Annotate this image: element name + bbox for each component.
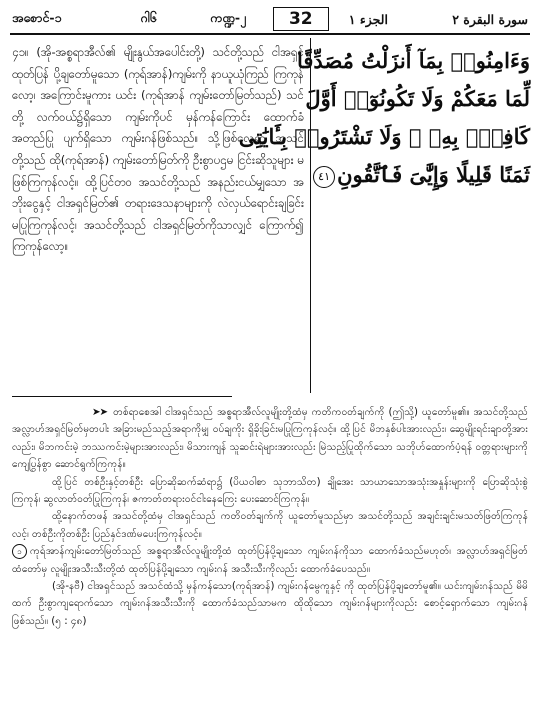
header-surah: سورة البقرة ٢ [452, 11, 528, 27]
page-header [12, 6, 528, 32]
header-page-local: ဂါ၆ [140, 9, 157, 25]
page-number: 32 [273, 7, 329, 31]
header-chapter-label: ကဏ္ဍ-၂ [210, 9, 247, 25]
footnote-3: ထို့နောက်တဖန် အသင်တို့ထံမှ ငါအရှင်သည် ကတိဝတ်ချက်ကို ယူတော်မူသည်မှာ အသင်တို့သည် အချင်းချင်းမသတ်ဖြတ်ကြကုန်လင့်၊ တစ်ဦးကိုတစ်ဦး ပြည်နှင်ဒဏ်မပေးကြကုန်လင့်။ [12, 511, 528, 540]
footnote-1 [12, 404, 528, 474]
arabic-line-4 [318, 156, 530, 194]
ayah-number-marker: ٤١ [313, 166, 335, 188]
arabic-verse-column [238, 42, 530, 194]
header-rule [10, 33, 530, 35]
footnote-5: (အို-နဗီ) ငါအရှင်သည် အသင်ထံသို့ မှန်ကန်သော(ကုရ်အာန်) ကျမ်းဂန်မွေကူနှင့် ကို ထုတ်ပြန်ပို့ချတော်မူ၏။ ယင်းကျမ်းဂန်သည် မိမိထက် ဦးစွာကျရောက်သော ကျမ်းဂန်အသီးသီးကို ထောက်ခံသည်သာမက ထိုထိုသော ကျမ်းဂန်များကိုလည်း စောင့်ရှောက်သော ကျမ်းဂန်ဖြစ်သည်။ (၅ : ၄၈) [12, 581, 528, 627]
footnotes-section [12, 404, 528, 630]
header-section-label: အစောင်-၁ [12, 9, 62, 25]
arabic-line-4-text: ثَمَنًا قَلِيلًا وَإِيَّٰىَ فَٱتَّقُونِ [337, 162, 530, 187]
footnote-1-text: တစ်ရာစေအါ ငါအရှင်သည် အစ္စရာအီလ်လူမျိုးတို့ထံမှ ကတိကဝတ်ချက်ကို (ဤသို့) ယူတော်မူ၏။ အသင်တို့သည် အလ္လာဟ်အရှင်မြတ်မှတပါး အခြားမည်သည့်အရာကိုမျှ ဝပ်ချကိုး ရှိခိုးခြင်းမပြုကြကုန်လင့်။ ထို့ပြင် မိဘနှစ်ပါးအားလည်း၊ ဆွေမျိုးရင်းချာတို့အားလည်း၊ မိဘကင်းမဲ့ ဘဿကင်းမဲ့များအားလည်း၊ မိသားကျန် သူဆင်းရဲများအားလည်း မြဲသည့်ပြုထိုက်သော သဘိုဟ်ထောက်ပံ့ရန် ဝတ္တရားများကို ကျေပြွန်စွာ ဆောင်ရွက်ကြကုန်။ [12, 407, 528, 471]
header-juz: الجزء ١ [348, 11, 388, 27]
arabic-line-2: لِّمَا مَعَكُمْ وَلَا تَكُونُوٓا۟ أَوَّلَ [305, 86, 530, 111]
arabic-line-1: وَءَامِنُوا۟ بِمَآ أَنزَلْتُ مُصَدِّقًا [296, 48, 530, 73]
translation-paragraph: ၄၁။ (အို-အစ္စရာအီလ်၏ မျိုးနွယ်အပေါင်းတို့) သင်တို့သည် ငါအရှင် ထုတ်ပြန် ပို့ချတော်မူသော (ကုရ်အာန်)ကျမ်းကို နာယူယုံကြည် ကြကုန်လော့၊ အကြောင်းမူကား ယင်း (ကုရ်အာန် ကျမ်းတော်မြတ်သည်) သင်တို့ လက်ဝယ်၌ရှိသော ကျမ်းကိုပင် မှန်ကန်ကြောင်း ထောက်ခံအတည်ပြု ပျက်ရှိသော ကျမ်းဂန်ဖြစ်သည်။ သို့ဖြစ်လေရာ အသင်တို့သည် ထို(ကုရ်အာန်) ကျမ်းတော်မြတ်ကို ဦးစွာပဌမ ငြင်းဆိုသူများ မဖြစ်ကြကုန်လင့်။ ထို့ပြင်တဝ အသင်တို့သည် အနည်းငယ်မျှသော အဘိုးငွေနှင့် ငါအရှင်မြတ်၏ တရားဒေသနာများကို လဲလှယ်ရောင်းချခြင်း မပြုကြကုန်လင့်၊ အသင်တို့သည် ငါအရှင်မြတ်ကိုသာလျှင် ကြောက်၍ ကြကုန်လော့။ [12, 45, 304, 254]
footnote-2: ထို့ပြင် တစ်ဦးနှင့်တစ်ဦး ပြောဆိုဆက်ဆံရာ၌ (ပိယဝါစာ သုဘာသိတ) ချိုအေး သာယာသောအသုံးအနှုန်းများကို ပြောဆိုသုံးစွဲကြကုန်၊ ဆွလာတ်ဝတ်ပြုကြကုန်၊ ဇကာတ်တရားဝင်ငါးနေကြေး ပေးဆောင်ကြကုန်။ [12, 476, 528, 506]
footnote-separator [12, 396, 232, 397]
arabic-line-3: كَافِرٍۭ بِهِۦ ۖ وَلَا تَشْتَرُوا۟ بِـَٔايَٰتِى [238, 124, 530, 149]
footnote-4 [12, 543, 528, 578]
footnote-circle-marker: ၁ [12, 544, 27, 559]
double-arrow-icon: ➤➤ [92, 407, 108, 418]
footnote-4-text: ကုရ်အာန်ကျမ်းတော်မြတ်သည် အစ္စရာအီလ်လူမျိုးတို့ထံ ထုတ်ပြန်ပို့ချသော ကျမ်းဂန်ကိုသာ ထောက်ခံသည်မဟုတ်၊ အလ္လာဟ်အရှင်မြတ် ထံတော်မှ လူမျိုးအသီးသီးတို့ထံ ထုတ်ပြန်ပို့ချသော ကျမ်းဂန် အသီးသီးကိုလည်း ထောက်ခံပေသည်။ [12, 546, 528, 575]
